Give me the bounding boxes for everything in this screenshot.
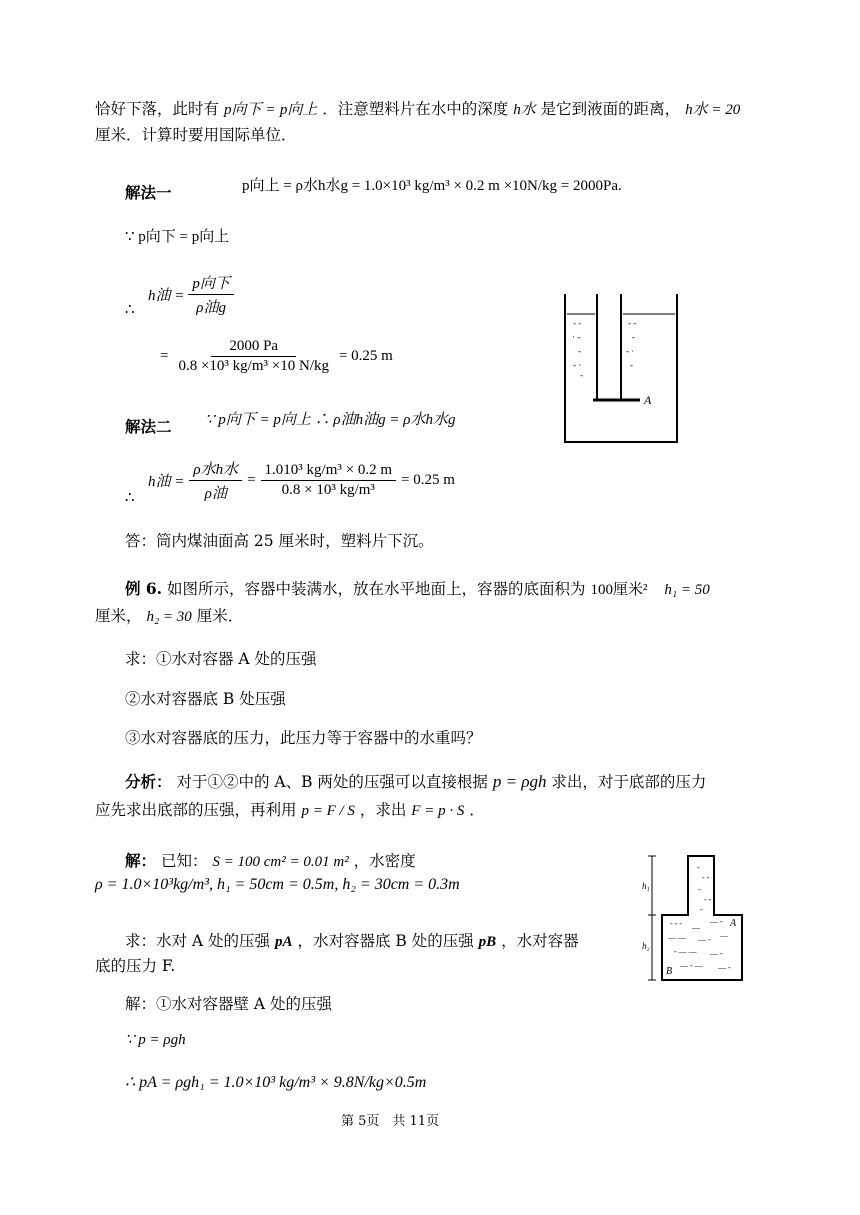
svg-text:-: - — [630, 360, 633, 370]
solution-result: ∴ pA = ρgh₁ = 1.0×10³ kg/m³ × 9.8N/kg×0.5m — [125, 1074, 427, 1091]
svg-text:-: - — [700, 905, 703, 914]
analysis-line-2 — [95, 799, 485, 822]
svg-text:—: — — [720, 931, 728, 940]
solution-water-density: ，水密度 — [353, 852, 416, 870]
find-b-text: ，水对容器底 B 处的压强 — [297, 932, 474, 950]
svg-text:· -: · - — [572, 332, 581, 342]
formula-h-water-value: h水 = 20 — [685, 102, 741, 118]
solution-known: 已知： — [160, 852, 208, 870]
svg-text:—: — — [692, 923, 700, 932]
intro-line-1 — [95, 98, 740, 121]
formula-h-water: h水 — [513, 102, 536, 118]
dimension-lines — [648, 856, 656, 980]
tube-diagram — [560, 292, 680, 444]
formula-area: S = 100 cm² = 0.01 m² — [212, 854, 349, 870]
formula-p-up: p向上 — [279, 102, 318, 118]
svg-text:— -: — - — [710, 917, 723, 926]
svg-text:- -: - - — [702, 873, 710, 882]
solution-find-line-1 — [125, 930, 579, 953]
calc-denominator: 0.8 ×10³ kg/m³ ×10 N/kg — [178, 358, 329, 374]
method2-fraction-1 — [189, 458, 242, 503]
intro-line-2: 厘米．计算时要用国际单位． — [95, 126, 297, 144]
example6-text2b: 厘米． — [196, 607, 244, 625]
fraction1-numerator: ρ水h水 — [189, 458, 242, 481]
label-h1: h₁ — [642, 881, 650, 891]
svg-text:- -: - - — [704, 895, 712, 904]
solution-known-values: ρ = 1.0×10³kg/m³, h₁ = 50cm = 0.5m, h₂ = 30cm = 0.3m — [95, 876, 460, 893]
fraction2-numerator: 1.010³ kg/m³ × 0.2 m — [261, 462, 396, 481]
calc-numerator: 2000 Pa — [211, 338, 296, 357]
method2-h-oil-formula — [148, 458, 455, 503]
symbol-pA: pA — [275, 934, 293, 950]
svg-text:- -: - - — [573, 318, 582, 328]
intro-text-b: ．注意塑料片在水中的深度 — [322, 100, 509, 118]
example6-line-1 — [125, 578, 710, 601]
liquid-dashes — [572, 318, 636, 380]
svg-text:- - -: - - - — [670, 919, 682, 928]
water-dashes — [667, 863, 731, 972]
method2-result: = 0.25 m — [401, 472, 455, 488]
find-a-text: 求：水对 A 处的压强 — [125, 932, 271, 950]
method2-fraction-2 — [261, 462, 396, 499]
answer-text: 答：筒内煤油面高 25 厘米时，塑料片下沉。 — [125, 532, 434, 550]
example6-text2a: 厘米， — [95, 607, 142, 625]
method1-calculation — [160, 338, 393, 375]
method1-label: 解法一 — [125, 183, 172, 202]
page-footer: 第 5页 共 11页 — [341, 1114, 440, 1129]
label-h2: h₂ — [642, 941, 650, 951]
method1-because: ∵ p向下 = p向上 — [125, 229, 230, 245]
example6-h1: h₁ = 50 — [664, 582, 710, 598]
formula-p-rho-g-h: p = ρgh — [492, 772, 547, 791]
h-oil-symbol: h油 = — [148, 288, 185, 304]
example6-label: 例 6. — [125, 579, 163, 598]
formula-p-down: p向下 — [223, 102, 262, 118]
intro-text-c: 是它到液面的距离， — [540, 100, 681, 118]
fraction-denominator: ρ油g — [196, 300, 226, 316]
analysis-text2a: 应先求出底部的压强，再利用 — [95, 801, 297, 819]
example6-text: 如图所示，容器中装满水，放在水平地面上，容器的底面积为 — [167, 580, 586, 598]
fraction-numerator: p向下 — [188, 272, 234, 295]
example6-line-2 — [95, 605, 243, 628]
svg-text:— - —: — - — — [680, 961, 703, 970]
h-oil-fraction — [188, 272, 234, 317]
svg-text:-: - — [697, 863, 700, 872]
analysis-line-1 — [125, 771, 706, 793]
example6-h2: h₂ = 30 — [146, 609, 192, 625]
solution-line-1 — [125, 850, 416, 873]
question-1: 求：①水对容器 A 处的压强 — [125, 650, 317, 668]
formula-f-p-s: F = p · S — [411, 803, 465, 819]
svg-text:- ·: - · — [626, 346, 635, 356]
method2-label: 解法二 — [125, 417, 172, 436]
label-a: A — [644, 393, 652, 407]
svg-text:— -: — - — [698, 935, 711, 944]
calc-equals: = — [160, 348, 169, 364]
solution-step1: 解：①水对容器壁 A 处的压强 — [125, 995, 333, 1013]
label-b: B — [666, 966, 673, 977]
method1-h-oil-formula — [148, 272, 234, 317]
symbol-pB: pB — [478, 934, 497, 950]
method2-equals: = — [247, 472, 256, 488]
svg-text:— -: — - — [710, 949, 723, 958]
svg-text:- -: - - — [628, 318, 637, 328]
analysis-label: 分析： — [125, 772, 172, 791]
intro-text-a: 恰好下落，此时有 — [95, 100, 220, 118]
h-oil-symbol-2: h油 = — [148, 474, 185, 490]
solution-find-line-2: 底的压力 F. — [95, 957, 176, 975]
analysis-text1a: 对于①②中的 A、B 两处的压强可以直接根据 — [176, 773, 488, 791]
method1-formula: p向上 = ρ水h水g = 1.0×10³ kg/m³ × 0.2 m ×10N/kg = 2000Pa. — [242, 178, 622, 194]
solution-label: 解： — [125, 851, 157, 870]
method1-therefore: ∴ — [125, 302, 135, 318]
label-a: A — [730, 918, 737, 929]
example6-area: 100厘米² — [590, 582, 648, 598]
svg-text:- — —: - — — — [674, 947, 697, 956]
container-diagram — [640, 852, 750, 984]
question-2: ②水对容器底 B 处压强 — [125, 690, 286, 708]
fraction1-denominator: ρ油 — [204, 486, 227, 502]
calc-fraction — [174, 338, 333, 375]
analysis-text1b: 求出，对于底部的压力 — [551, 773, 707, 791]
svg-text:-: - — [580, 370, 583, 380]
find-c-text: ，水对容器 — [501, 932, 579, 950]
svg-text:— -: — - — [718, 963, 731, 972]
question-3: ③水对容器底的压力，此压力等于容器中的水重吗？ — [125, 729, 482, 747]
analysis-text2c: ． — [469, 801, 485, 819]
svg-text:-: - — [632, 332, 635, 342]
svg-text:-: - — [698, 885, 701, 894]
fraction2-denominator: 0.8 × 10³ kg/m³ — [281, 482, 375, 498]
solution-because: ∵ p = ρgh — [125, 1032, 186, 1048]
svg-text:— —: — — — [668, 933, 686, 942]
svg-text:- ·: - · — [573, 360, 582, 370]
svg-text:-: - — [578, 346, 581, 356]
method2-formula: ∵ p向下 = p向上 ∴ ρ油h油g = ρ水h水g — [205, 412, 456, 428]
analysis-text2b: ，求出 — [359, 801, 407, 819]
calc-result: = 0.25 m — [338, 348, 393, 364]
formula-eq: = — [266, 102, 275, 118]
formula-p-f-s: p = F / S — [301, 803, 355, 819]
method2-therefore: ∴ — [125, 490, 135, 506]
